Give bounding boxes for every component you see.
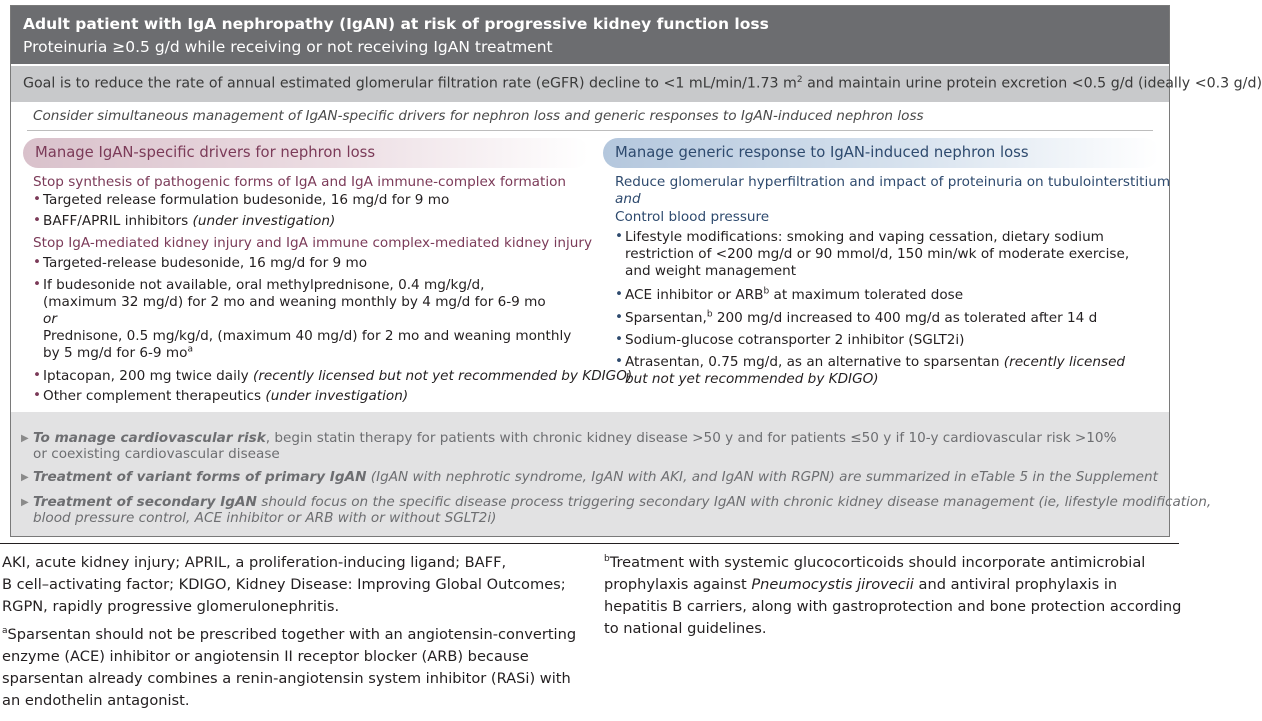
left-bullet-5 — [43, 368, 632, 385]
goal-banner — [11, 66, 1262, 102]
left-bullet-1: Targeted release formulation budesonide, 16 mg/d for 9 mo — [43, 192, 450, 208]
right-and: and — [615, 191, 641, 207]
bullet: • — [33, 387, 42, 403]
left-bullet-4-line2: (maximum 32 mg/d) for 2 mo and weaning monthly by 4 mg/d for 6-9 mo — [43, 294, 546, 310]
bullet: • — [33, 367, 42, 383]
right-bullet-3 — [625, 310, 1097, 327]
footnote-b-mark: b — [604, 554, 610, 565]
footnote-b-text-c: and antiviral prophylaxis in — [913, 576, 1118, 593]
right-bullet-5-line2: but not yet recommended by KDIGO) — [625, 371, 879, 387]
right-bullet-3-text-b: 200 mg/d increased to 400 mg/d as tolerated after 14 d — [712, 310, 1098, 326]
footnote-b-line3: hepatitis B carriers, along with gastroprotection and bone protection according — [604, 598, 1182, 615]
left-bullet-4-line3: Prednisone, 0.5 mg/kg/d, (maximum 40 mg/d) for 2 mo and weaning monthly — [43, 328, 572, 344]
algorithm-figure — [10, 5, 1262, 537]
left-bullet-4-line4 — [43, 345, 193, 362]
footnote-b-line1 — [604, 552, 1145, 574]
bullet: • — [33, 276, 42, 292]
left-bullet-2-note: (under investigation) — [192, 213, 336, 229]
footnote-mark-b: b — [763, 286, 770, 297]
note-1-lead: To manage cardiovascular risk — [33, 430, 266, 446]
left-bullet-4-or: or — [43, 311, 57, 327]
note-1-line1 — [33, 430, 1117, 446]
header-title: Adult patient with IgA nephropathy (IgAN) at risk of progressive kidney function loss — [23, 15, 769, 33]
right-bullet-2-text-b: at maximum tolerated dose — [769, 287, 964, 303]
right-bullet-1-line2: restriction of <200 mg/d or 90 mmol/d, 150 min/wk of moderate exercise, — [625, 246, 1130, 262]
right-bullet-2-text: ACE inhibitor or ARB — [625, 287, 764, 303]
left-subheading-1: Stop synthesis of pathogenic forms of IgA and IgA immune-complex formation — [33, 174, 567, 190]
right-title: Manage generic response to IgAN-induced nephron loss — [615, 144, 1029, 161]
header-subtitle: Proteinuria ≥0.5 g/d while receiving or not receiving IgAN treatment — [23, 38, 553, 56]
footnote-b-text: Treatment with systemic glucocorticoids should incorporate antimicrobial — [609, 554, 1146, 571]
bullet: • — [615, 353, 624, 369]
note-1-line2: or coexisting cardiovascular disease — [33, 446, 280, 462]
right-bullet-3-text: Sparsentan, — [625, 310, 707, 326]
arrow-icon: ▶ — [21, 472, 29, 483]
left-title: Manage IgAN-specific drivers for nephron loss — [35, 144, 376, 161]
bullet: • — [615, 228, 624, 244]
note-2 — [33, 469, 1158, 485]
right-bullet-4: Sodium-glucose cotransporter 2 inhibitor (SGLT2i) — [625, 332, 965, 348]
abbrev-line3: RGPN, rapidly progressive glomerulonephritis. — [2, 598, 340, 615]
right-bullet-5-text: Atrasentan, 0.75 mg/d, as an alternative to sparsentan — [625, 354, 1004, 370]
footnote-mark-b: b — [706, 309, 713, 320]
bullet: • — [33, 212, 42, 228]
left-bullet-5-text: Iptacopan, 200 mg twice daily — [43, 368, 254, 384]
bullet: • — [615, 286, 624, 302]
footnote-b-line2 — [604, 574, 1117, 596]
right-bullet-5-line1 — [625, 354, 1125, 371]
left-bullet-3: Targeted-release budesonide, 16 mg/d for 9 mo — [43, 255, 368, 271]
abbrev-line2: B cell–activating factor; KDIGO, Kidney Disease: Improving Global Outcomes; — [2, 576, 566, 593]
left-bullet-4-line4-text: by 5 mg/d for 6-9 mo — [43, 345, 188, 361]
goal-sup: 2 — [796, 75, 803, 85]
goal-text-b: and maintain urine protein excretion <0.5 g/d (ideally <0.3 g/d) — [802, 75, 1262, 92]
note-3-text: should focus on the specific disease process triggering secondary IgAN with chronic kidney disease management (ie, lifestyle modification, — [256, 494, 1212, 510]
bullet: • — [33, 191, 42, 207]
left-bullet-2 — [43, 213, 335, 230]
left-bullet-5-note: (recently licensed but not yet recommended by KDIGO) — [253, 368, 633, 384]
notes-box — [11, 412, 1212, 536]
divider — [27, 130, 1153, 131]
right-bullet-5-note: (recently licensed — [1003, 354, 1126, 370]
footnote-b-organism: Pneumocystis jirovecii — [751, 576, 914, 593]
left-bullet-2-text: BAFF/APRIL inhibitors — [43, 213, 193, 229]
note-3-line2: blood pressure control, ACE inhibitor or ARB with or without SGLT2i) — [33, 510, 497, 526]
footnote-a-line1 — [2, 624, 576, 646]
goal-text — [23, 75, 1262, 92]
footnote-a-line2: enzyme (ACE) inhibitor or angiotensin II receptor blocker (ARB) because — [2, 648, 529, 665]
arrow-icon: ▶ — [21, 497, 29, 508]
right-bullet-1-line1: Lifestyle modifications: smoking and vaping cessation, dietary sodium — [625, 229, 1104, 245]
right-subheading-2: Control blood pressure — [615, 209, 770, 225]
left-bullet-6-note: (under investigation) — [265, 388, 409, 404]
consider-text: Consider simultaneous management of IgAN-specific drivers for nephron loss and generic responses to IgAN-induced nephron loss — [33, 108, 924, 124]
note-1-text: , begin statin therapy for patients with chronic kidney disease >50 y and for patients ≤50 y if 10-y cardiovascular risk >10% — [265, 430, 1117, 446]
left-bullet-4-line1: If budesonide not available, oral methylprednisone, 0.4 mg/kg/d, — [43, 277, 485, 293]
left-bullet-6-text: Other complement therapeutics — [43, 388, 266, 404]
left-subheading-2: Stop IgA-mediated kidney injury and IgA immune complex-mediated kidney injury — [33, 235, 592, 251]
bullet: • — [615, 309, 624, 325]
note-3-line1 — [33, 494, 1211, 510]
footnote-a-mark: a — [2, 626, 8, 637]
footnote-a-text: Sparsentan should not be prescribed together with an angiotensin-converting — [7, 626, 577, 643]
footnote-b-text-a: prophylaxis against — [604, 576, 752, 593]
right-column-header — [603, 138, 1159, 168]
footnote-b-line4: to national guidelines. — [604, 620, 767, 637]
footnote-a-line4: an endothelin antagonist. — [2, 692, 190, 709]
footnote-a-line3: sparsentan already combines a renin-angiotensin system inhibitor (RASi) with — [2, 670, 571, 687]
abbrev-line1: AKI, acute kidney injury; APRIL, a proliferation-inducing ligand; BAFF, — [2, 554, 507, 571]
bullet: • — [33, 254, 42, 270]
left-bullet-6 — [43, 388, 408, 405]
note-2-text: (IgAN with nephrotic syndrome, IgAN with AKI, and IgAN with RGPN) are summarized in eTable 5 in the Supplement — [366, 469, 1158, 485]
right-subheading-1: Reduce glomerular hyperfiltration and impact of proteinuria on tubulointerstitium — [615, 174, 1171, 190]
footnote-divider — [0, 543, 1179, 544]
note-3-lead: Treatment of secondary IgAN — [33, 494, 257, 510]
note-2-lead: Treatment of variant forms of primary IgAN — [33, 469, 367, 485]
footnote-mark-a: a — [187, 344, 193, 355]
goal-text-a: Goal is to reduce the rate of annual estimated glomerular filtration rate (eGFR) decline to <1 mL/min/1.73 m — [23, 75, 797, 92]
bullet: • — [615, 331, 624, 347]
patient-header — [11, 6, 1169, 64]
left-column-header — [23, 138, 589, 168]
arrow-icon: ▶ — [21, 433, 29, 444]
right-bullet-1-line3: and weight management — [625, 263, 797, 279]
right-bullet-2 — [625, 287, 963, 304]
